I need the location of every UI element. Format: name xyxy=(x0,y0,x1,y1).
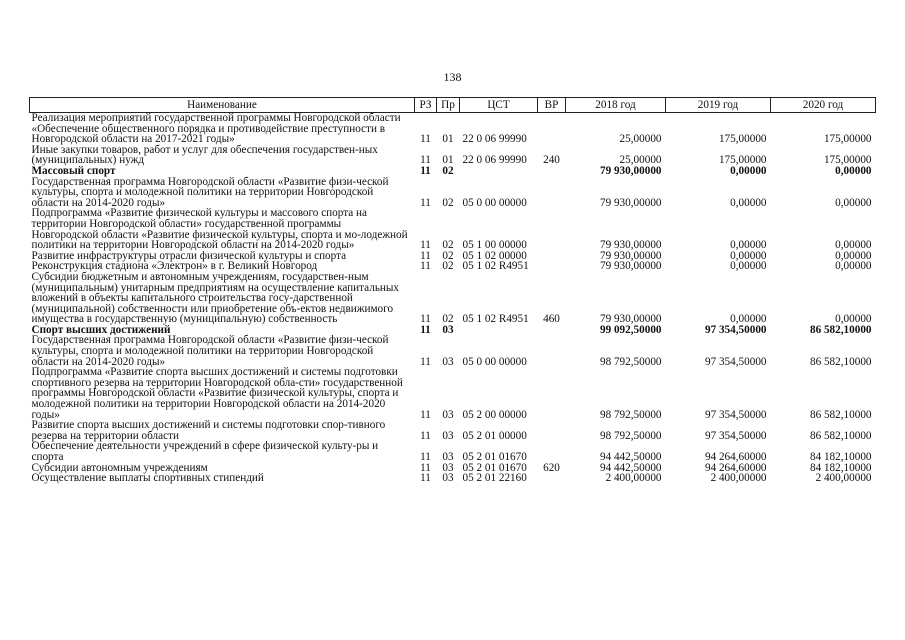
row-rz: 11 xyxy=(420,429,431,442)
row-name: Подпрограмма «Развитие спорта высших достижений и системы подготовки спортивного резерва на территории Новгородской обла-сти» государственной программы Новгородской области «Развитие физической культуры, спорта и молодежной политики на территории Новгородской области на 2014-2020 годы» xyxy=(31,366,403,421)
row-2018: 2 400,00000 xyxy=(605,472,662,485)
row-rz: 11 xyxy=(420,313,431,326)
row-2020: 84 182,10000 xyxy=(809,461,872,474)
row-2020: 0,00000 xyxy=(835,239,872,252)
row-pr: 02 xyxy=(442,260,454,273)
row-2018: 94 442,50000 xyxy=(599,461,662,474)
row-vr: 460 xyxy=(543,313,560,326)
row-2020: 86 582,10000 xyxy=(809,355,872,368)
row-vr xyxy=(538,208,566,250)
row-pr: 03 xyxy=(442,355,454,368)
header-name: Наименование xyxy=(30,98,415,113)
row-pr: 02 xyxy=(442,239,454,252)
row-2019: 0,00000 xyxy=(730,313,767,326)
row-cst: 22 0 06 99990 xyxy=(462,133,527,146)
header-pr: Пр xyxy=(437,98,460,113)
row-rz: 11 xyxy=(420,249,431,262)
row-2018: 25,00000 xyxy=(619,133,662,146)
row-cst: 05 2 01 01670 xyxy=(462,451,527,463)
row-rz: 11 xyxy=(420,323,431,336)
row-2018: 99 092,50000 xyxy=(599,323,662,336)
row-2018: 79 930,00000 xyxy=(599,239,662,252)
row-pr: 02 xyxy=(442,164,454,177)
row-2019: 97 354,50000 xyxy=(704,355,767,368)
table-row xyxy=(30,367,876,420)
row-rz: 11 xyxy=(420,451,431,463)
row-cst xyxy=(460,166,538,177)
row-2018: 79 930,00000 xyxy=(599,260,662,273)
row-rz: 11 xyxy=(420,355,431,368)
table-row xyxy=(30,145,876,166)
row-2019: 0,00000 xyxy=(730,239,767,252)
row-cst: 05 0 00 00000 xyxy=(462,196,527,209)
row-2019: 97 354,50000 xyxy=(704,408,767,421)
table-row xyxy=(30,335,876,367)
row-name: Субсидии автономным учреждениям xyxy=(31,461,208,474)
row-2020: 175,00000 xyxy=(823,133,872,146)
row-cst: 05 1 02 R4951 xyxy=(462,260,529,273)
row-vr xyxy=(538,113,566,145)
table-row xyxy=(30,420,876,441)
row-cst xyxy=(460,325,538,336)
row-2018: 98 792,50000 xyxy=(599,408,662,421)
row-2020: 0,00000 xyxy=(835,196,872,209)
row-cst: 05 2 01 22160 xyxy=(462,472,527,485)
row-name: Подпрограмма «Развитие физической культуры и массового спорта на территории Новгородской области» государственной программы Новгородской области «Развитие физической культуры, спорта и мо-лодежной политики на территории Новгородской области на 2014-2020 годы» xyxy=(31,207,408,252)
row-2020: 86 582,10000 xyxy=(809,323,872,336)
row-pr: 03 xyxy=(442,451,454,463)
table-row xyxy=(30,208,876,250)
row-2019: 0,00000 xyxy=(730,249,767,262)
row-name: Обеспечение деятельности учреждений в сфере физической культу-ры и спорта xyxy=(31,440,379,463)
row-2019: 0,00000 xyxy=(730,164,767,177)
row-rz: 11 xyxy=(420,472,431,485)
row-2019: 2 400,00000 xyxy=(710,472,767,485)
row-2020: 0,00000 xyxy=(835,260,872,273)
table-row xyxy=(30,113,876,145)
row-rz: 11 xyxy=(420,164,431,177)
row-name: Развитие инфраструктуры отрасли физической культуры и спорта xyxy=(31,249,347,262)
row-pr: 03 xyxy=(442,323,454,336)
row-cst: 05 1 00 00000 xyxy=(462,239,527,252)
row-rz: 11 xyxy=(420,461,431,474)
row-vr xyxy=(538,420,566,441)
row-2020: 175,00000 xyxy=(823,154,872,167)
budget-table xyxy=(29,97,876,484)
row-name: Государственная программа Новгородской области «Развитие физи-ческой культуры, спорта и молодежной политики на территории Новгородской области на 2014-2020 годы» xyxy=(31,175,389,209)
row-vr xyxy=(538,473,566,484)
row-2020: 0,00000 xyxy=(835,164,872,177)
row-2020: 0,00000 xyxy=(835,313,872,326)
table-row xyxy=(30,441,876,462)
row-2018: 98 792,50000 xyxy=(599,355,662,368)
row-2020: 2 400,00000 xyxy=(815,472,872,485)
row-2018: 79 930,00000 xyxy=(599,313,662,326)
table-body xyxy=(30,113,876,484)
row-cst: 05 2 01 01670 xyxy=(462,461,527,474)
header-cst: ЦСТ xyxy=(460,98,538,113)
row-vr xyxy=(538,166,566,177)
row-2020: 86 582,10000 xyxy=(809,429,872,442)
header-vr: ВР xyxy=(538,98,566,113)
row-pr: 01 xyxy=(442,133,454,146)
row-vr: 240 xyxy=(543,154,560,167)
table-row xyxy=(30,177,876,209)
row-rz: 11 xyxy=(420,408,431,421)
header-2018: 2018 год xyxy=(566,98,666,113)
row-name: Реконструкция стадиона «Электрон» в г. Великий Новгород xyxy=(31,260,318,273)
header-rz: РЗ xyxy=(415,98,437,113)
row-vr xyxy=(538,325,566,336)
row-2018: 79 930,00000 xyxy=(599,164,662,177)
row-cst: 05 1 02 R4951 xyxy=(462,313,529,326)
row-2019: 94 264,60000 xyxy=(704,461,767,474)
row-2019: 0,00000 xyxy=(730,196,767,209)
row-cst: 05 1 02 00000 xyxy=(462,249,527,262)
row-pr: 03 xyxy=(442,461,454,474)
row-name: Государственная программа Новгородской области «Развитие физи-ческой культуры, спорта и молодежной политики на территории Новгородской области на 2014-2020 годы» xyxy=(31,334,389,368)
row-vr: 620 xyxy=(543,461,560,474)
row-pr: 02 xyxy=(442,196,454,209)
row-2019: 94 264,60000 xyxy=(704,451,767,463)
row-name: Развитие спорта высших достижений и системы подготовки спор-тивного резерва на территории области xyxy=(31,419,386,442)
row-pr: 03 xyxy=(442,408,454,421)
row-2019: 175,00000 xyxy=(718,133,767,146)
header-2019: 2019 год xyxy=(666,98,771,113)
row-pr: 02 xyxy=(442,249,454,262)
row-rz: 11 xyxy=(420,133,431,146)
row-name: Иные закупки товаров, работ и услуг для обеспечения государствен-ных (муниципальных) нужд xyxy=(31,143,378,167)
table-row xyxy=(30,166,876,177)
row-2020: 84 182,10000 xyxy=(809,451,872,463)
row-cst: 22 0 06 99990 xyxy=(462,154,527,167)
table-row xyxy=(30,272,876,325)
row-pr: 03 xyxy=(442,472,454,485)
row-vr xyxy=(538,367,566,420)
row-rz: 11 xyxy=(420,196,431,209)
row-vr xyxy=(538,177,566,209)
row-2019: 175,00000 xyxy=(718,154,767,167)
row-name: Массовый спорт xyxy=(31,164,116,177)
row-rz: 11 xyxy=(420,260,431,273)
page-number: 138 xyxy=(443,70,462,84)
row-pr: 02 xyxy=(442,313,454,326)
row-vr xyxy=(538,251,566,262)
row-cst: 05 2 00 00000 xyxy=(462,408,527,421)
header-2020: 2020 год xyxy=(771,98,876,113)
row-2019: 97 354,50000 xyxy=(704,323,767,336)
row-2019: 0,00000 xyxy=(730,260,767,273)
row-2020: 86 582,10000 xyxy=(809,408,872,421)
row-2018: 98 792,50000 xyxy=(599,429,662,442)
row-2018: 79 930,00000 xyxy=(599,196,662,209)
row-cst: 05 0 00 00000 xyxy=(462,355,527,368)
row-name: Реализация мероприятий государственной программы Новгородской области «Обеспечение общественного порядка и противодействие преступности в Новгородской области на 2017-2021 годы» xyxy=(31,112,401,146)
row-2019: 97 354,50000 xyxy=(704,429,767,442)
table-header-row xyxy=(30,98,876,113)
row-name: Осуществление выплаты спортивных стипендий xyxy=(31,472,264,485)
row-vr xyxy=(538,335,566,367)
row-pr: 03 xyxy=(442,429,454,442)
row-vr xyxy=(538,441,566,462)
row-vr xyxy=(538,261,566,272)
row-2018: 79 930,00000 xyxy=(599,249,662,262)
row-name: Спорт высших достижений xyxy=(31,323,171,336)
row-rz: 11 xyxy=(420,239,431,252)
row-2018: 25,00000 xyxy=(619,154,662,167)
row-cst: 05 2 01 00000 xyxy=(462,429,527,442)
row-2020: 0,00000 xyxy=(835,249,872,262)
row-rz: 11 xyxy=(420,154,431,167)
row-2018: 94 442,50000 xyxy=(599,451,662,463)
row-name: Субсидии бюджетным и автономным учреждениям, государствен-ным (муниципальным) унитарным предприятиям на осуществление капитальных вложений в объекты капитального строительства госу-дарственной (муниципальной) собственности или приобретение объ-ектов недвижимого имущества в государственную (муниципальную) собственность xyxy=(31,270,400,326)
row-pr: 01 xyxy=(442,154,454,167)
table-row xyxy=(30,473,876,484)
